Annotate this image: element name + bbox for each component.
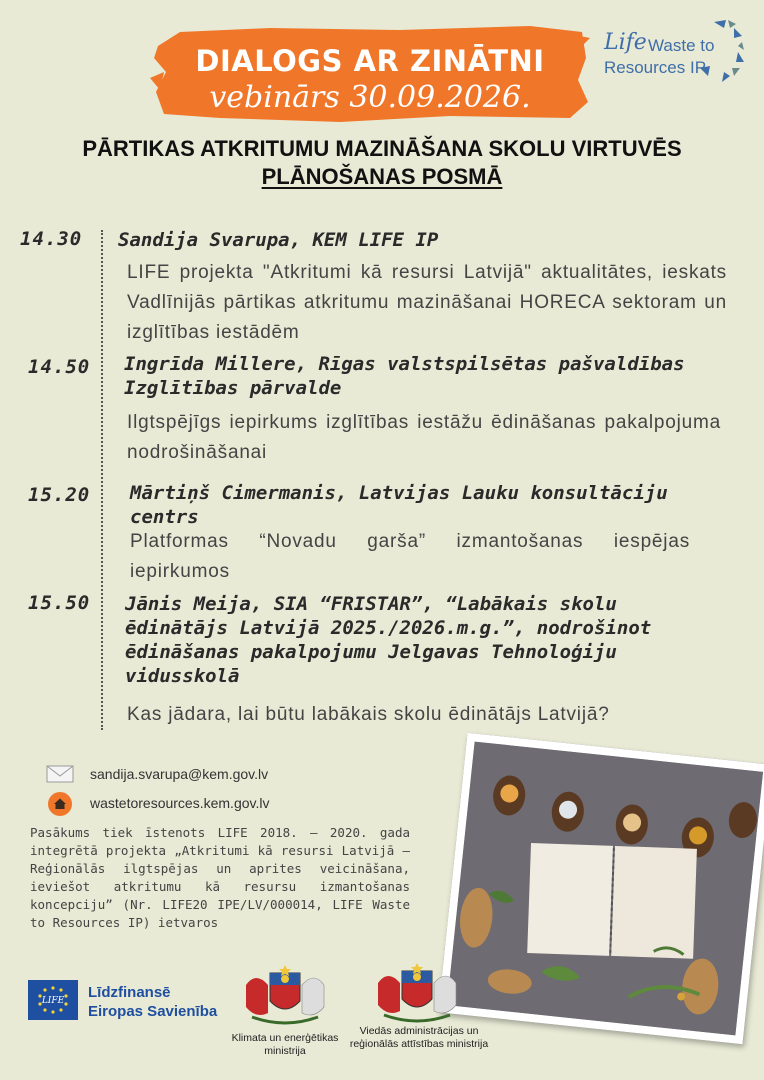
life-waste-to-resources-logo [598, 20, 748, 90]
page-title-line2: PLĀNOŠANAS POSMĀ [261, 164, 503, 189]
eu-line2: Eiropas Savienība [88, 1003, 218, 1020]
latvia-coat-of-arms-icon [240, 965, 330, 1027]
agenda-description: Platformas “Novadu garša” izmantošanas iespējas iepirkumos [130, 531, 690, 582]
agenda-speaker: Sandija Svarupa, KEM LIFE IP [118, 229, 439, 251]
ministry-climate-energy: Klimata un enerģētikas ministrija [231, 1032, 339, 1057]
funding-note: Pasākums tiek īstenots LIFE 2018. – 2020. gada integrētā projekta „Atkritumi kā resursi Latvijā – Reģionālās ilgtspējas un aprites veicināšana, ieviešot atkritumu kā resursu izmantošanas koncepciju” (Nr. LIFE20 IPE/LV/000014, LIFE Waste to Resources IP) ietvaros [30, 825, 410, 930]
logo-waste-to-text: Waste to [648, 36, 715, 55]
agenda-timeline-divider [101, 230, 103, 730]
ministry-smart-administration: Viedās administrācijas un reģionālās attīstības ministrija [349, 1025, 489, 1050]
contact-website-link[interactable]: wastetoresources.kem.gov.lv [90, 795, 270, 811]
agenda-speaker: Ingrīda Millere, Rīgas valstspilsētas pašvaldības Izglītības pārvalde [124, 353, 685, 399]
agenda-description: Ilgtspējīgs iepirkums izglītības iestāžu ēdināšanas pakalpojuma nodrošināšanai [127, 412, 721, 463]
eu-life-flag-logo [28, 980, 78, 1020]
logo-life-text: Life [604, 30, 647, 55]
agenda-time: 14.50 [28, 356, 91, 378]
eu-flag-text: LIFE [41, 996, 65, 1006]
logo-resources-text: Resources IP [604, 58, 707, 77]
agenda-speaker: Jānis Meija, SIA “FRISTAR”, “Labākais skolu ēdinātājs Latvijā 2025./2026.m.g.”, nodrošinot ēdināšanas pakalpojumu Jelgavas Tehnoloģiju vidusskolā [125, 593, 652, 687]
agenda-speaker: Mārtiņš Cimermanis, Latvijas Lauku konsultāciju centrs [130, 482, 668, 528]
banner-title: DIALOGS AR ZINĀTNI [195, 44, 545, 78]
latvia-coat-of-arms-icon [372, 963, 462, 1025]
agenda-description: LIFE projekta "Atkritumi kā resursi Latvijā" aktualitātes, ieskats Vadlīnijās pārtikas atkritumu mazināšanai HORECA sektoram un izglītības iestādēm [127, 262, 727, 343]
banner-subtitle: vebinārs 30.09.2026. [209, 80, 531, 115]
agenda-description: Kas jādara, lai būtu labākais skolu ēdinātājs Latvijā? [127, 704, 610, 725]
contact-email-text[interactable]: sandija.svarupa@kem.gov.lv [90, 766, 269, 782]
kitchen-spices-photo [438, 733, 764, 1044]
envelope-icon [46, 764, 74, 784]
page-title-line1: PĀRTIKAS ATKRITUMU MAZINĀŠANA SKOLU VIRTUVĒS [82, 136, 682, 161]
agenda-time: 15.50 [28, 592, 91, 614]
home-icon [48, 792, 72, 816]
eu-line1: Līdzfinansē [88, 984, 171, 1001]
eu-cofinanced-text [88, 983, 217, 1021]
agenda-time: 14.30 [20, 228, 83, 250]
agenda-time: 15.20 [28, 484, 91, 506]
